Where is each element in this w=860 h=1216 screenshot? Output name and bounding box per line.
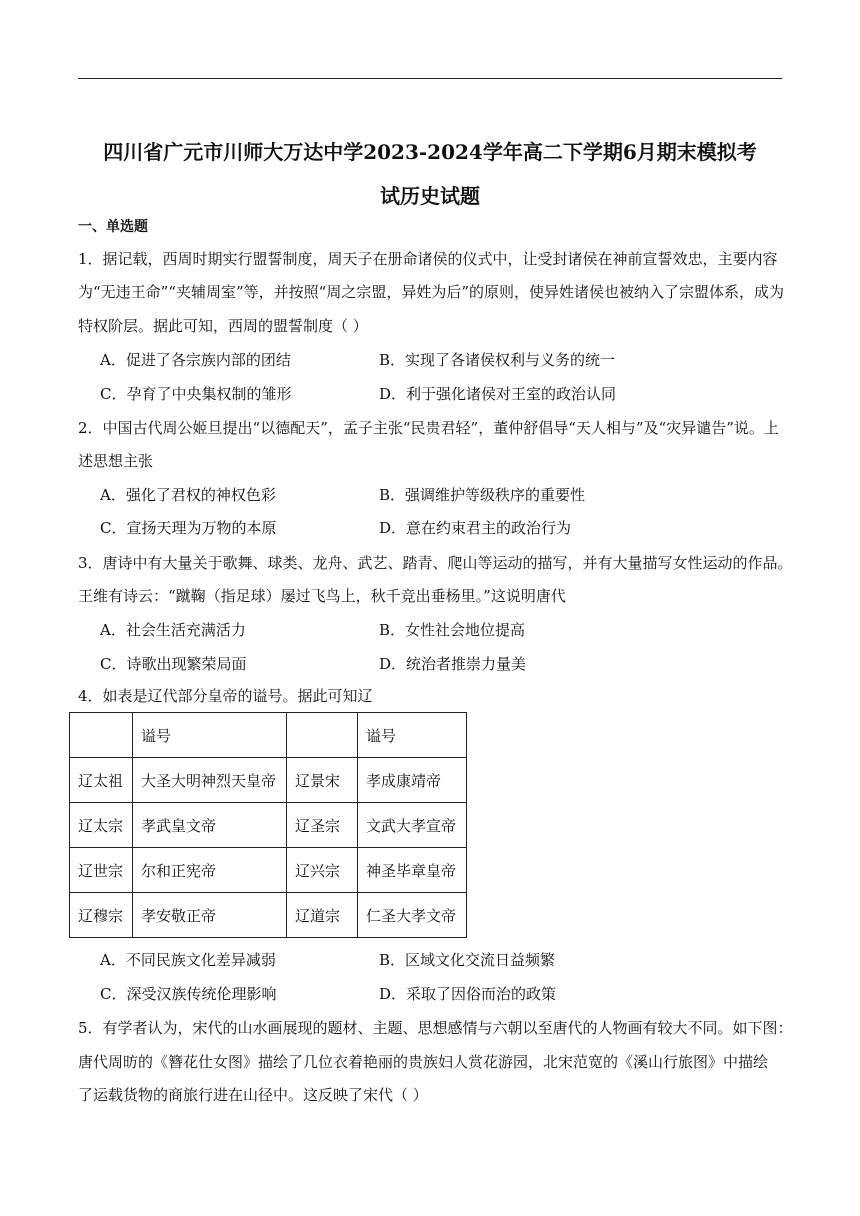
question-4-option-a: A．不同民族文化差异减弱 bbox=[100, 951, 276, 969]
table-cell: 辽太祖 bbox=[70, 758, 133, 803]
table-row bbox=[70, 758, 467, 803]
question-1-option-d: D．利于强化诸侯对王室的政治认同 bbox=[379, 385, 617, 403]
question-3-text: 3．唐诗中有大量关于歌舞、球类、龙舟、武艺、踏青、爬山等运动的描写，并有大量描写女性运动的作品。 bbox=[78, 554, 793, 572]
question-5-text: 5．有学者认为，宋代的山水画展现的题材、主题、思想感情与六朝以至唐代的人物画有较大不同。如下图： bbox=[78, 1019, 793, 1037]
question-4-text: 4．如表是辽代部分皇帝的谥号。据此可知辽 bbox=[78, 687, 373, 705]
question-3-option-a: A．社会生活充满活力 bbox=[100, 621, 246, 639]
page-title: 四川省广元市川师大万达中学2023-2024学年高二下学期6月期末模拟考 bbox=[103, 140, 757, 164]
table-row bbox=[70, 893, 467, 938]
table-cell: 辽太宗 bbox=[70, 803, 133, 848]
question-2-option-b: B．强调维护等级秩序的重要性 bbox=[379, 486, 586, 504]
question-3-option-b: B．女性社会地位提高 bbox=[379, 621, 526, 639]
question-2-text: 述思想主张 bbox=[78, 452, 154, 470]
table-cell: 孝安敬正帝 bbox=[133, 893, 287, 938]
table-row bbox=[70, 803, 467, 848]
question-1-text: 1．据记载，西周时期实行盟誓制度，周天子在册命诸侯的仪式中，让受封诸侯在神前宣誓效忠，主要内容 bbox=[78, 250, 778, 268]
question-1-option-b: B．实现了各诸侯权利与义务的统一 bbox=[379, 351, 616, 369]
table-cell: 辽景宋 bbox=[287, 758, 358, 803]
section-heading: 一、单选题 bbox=[78, 219, 148, 235]
question-5-text: 唐代周昉的《簪花仕女图》描绘了几位衣着艳丽的贵族妇人赏花游园，北宋范宽的《溪山行旅图》中描绘 bbox=[78, 1053, 769, 1071]
emperor-title-table bbox=[69, 712, 467, 938]
question-1-option-a: A．促进了各宗族内部的团结 bbox=[100, 351, 291, 369]
question-1-text: 为“无违王命”“夹辅周室”等，并按照“周之宗盟，异姓为后”的原则，使异姓诸侯也被纳入了宗盟体系，成为 bbox=[78, 283, 785, 301]
question-5-text: 了运载货物的商旅行进在山径中。这反映了宋代（ ） bbox=[78, 1086, 428, 1104]
table-cell: 辽兴宗 bbox=[287, 848, 358, 893]
table-header-cell bbox=[70, 713, 133, 758]
table-header-row bbox=[70, 713, 467, 758]
question-3-text: 王维有诗云：“蹴鞠（指足球）屡过飞鸟上，秋千竞出垂杨里。”这说明唐代 bbox=[78, 587, 566, 605]
question-1-text: 特权阶层。据此可知，西周的盟誓制度（ ） bbox=[78, 317, 368, 335]
question-2-option-a: A．强化了君权的神权色彩 bbox=[100, 486, 276, 504]
question-4-option-d: D．采取了因俗而治的政策 bbox=[379, 985, 557, 1003]
table-cell: 仁圣大孝文帝 bbox=[358, 893, 467, 938]
table-header-cell bbox=[287, 713, 358, 758]
question-2-text: 2．中国古代周公姬旦提出“以德配天”，孟子主张“民贵君轻”，董仲舒倡导“天人相与”及“灾异谴告”说。上 bbox=[78, 419, 779, 437]
table-cell: 辽道宗 bbox=[287, 893, 358, 938]
table-cell: 孝成康靖帝 bbox=[358, 758, 467, 803]
table-cell: 辽圣宗 bbox=[287, 803, 358, 848]
question-2-option-c: C．宣扬天理为万物的本原 bbox=[100, 519, 277, 537]
page-title-continued: 试历史试题 bbox=[380, 184, 480, 208]
table-cell: 神圣毕章皇帝 bbox=[358, 848, 467, 893]
table-cell: 尔和正宪帝 bbox=[133, 848, 287, 893]
table-cell: 孝武皇文帝 bbox=[133, 803, 287, 848]
table-row bbox=[70, 848, 467, 893]
question-4-option-b: B．区域文化交流日益频繁 bbox=[379, 951, 556, 969]
table-cell: 辽穆宗 bbox=[70, 893, 133, 938]
table-cell: 辽世宗 bbox=[70, 848, 133, 893]
table-header-cell: 谥号 bbox=[133, 713, 287, 758]
top-rule bbox=[78, 78, 782, 79]
table-header-cell: 谥号 bbox=[358, 713, 467, 758]
question-2-option-d: D．意在约束君主的政治行为 bbox=[379, 519, 572, 537]
question-3-option-d: D．统治者推崇力量美 bbox=[379, 655, 527, 673]
question-3-option-c: C．诗歌出现繁荣局面 bbox=[100, 655, 247, 673]
table-cell: 文武大孝宣帝 bbox=[358, 803, 467, 848]
question-4-option-c: C．深受汉族传统伦理影响 bbox=[100, 985, 277, 1003]
table-cell: 大圣大明神烈天皇帝 bbox=[133, 758, 287, 803]
question-1-option-c: C．孕育了中央集权制的雏形 bbox=[100, 385, 292, 403]
